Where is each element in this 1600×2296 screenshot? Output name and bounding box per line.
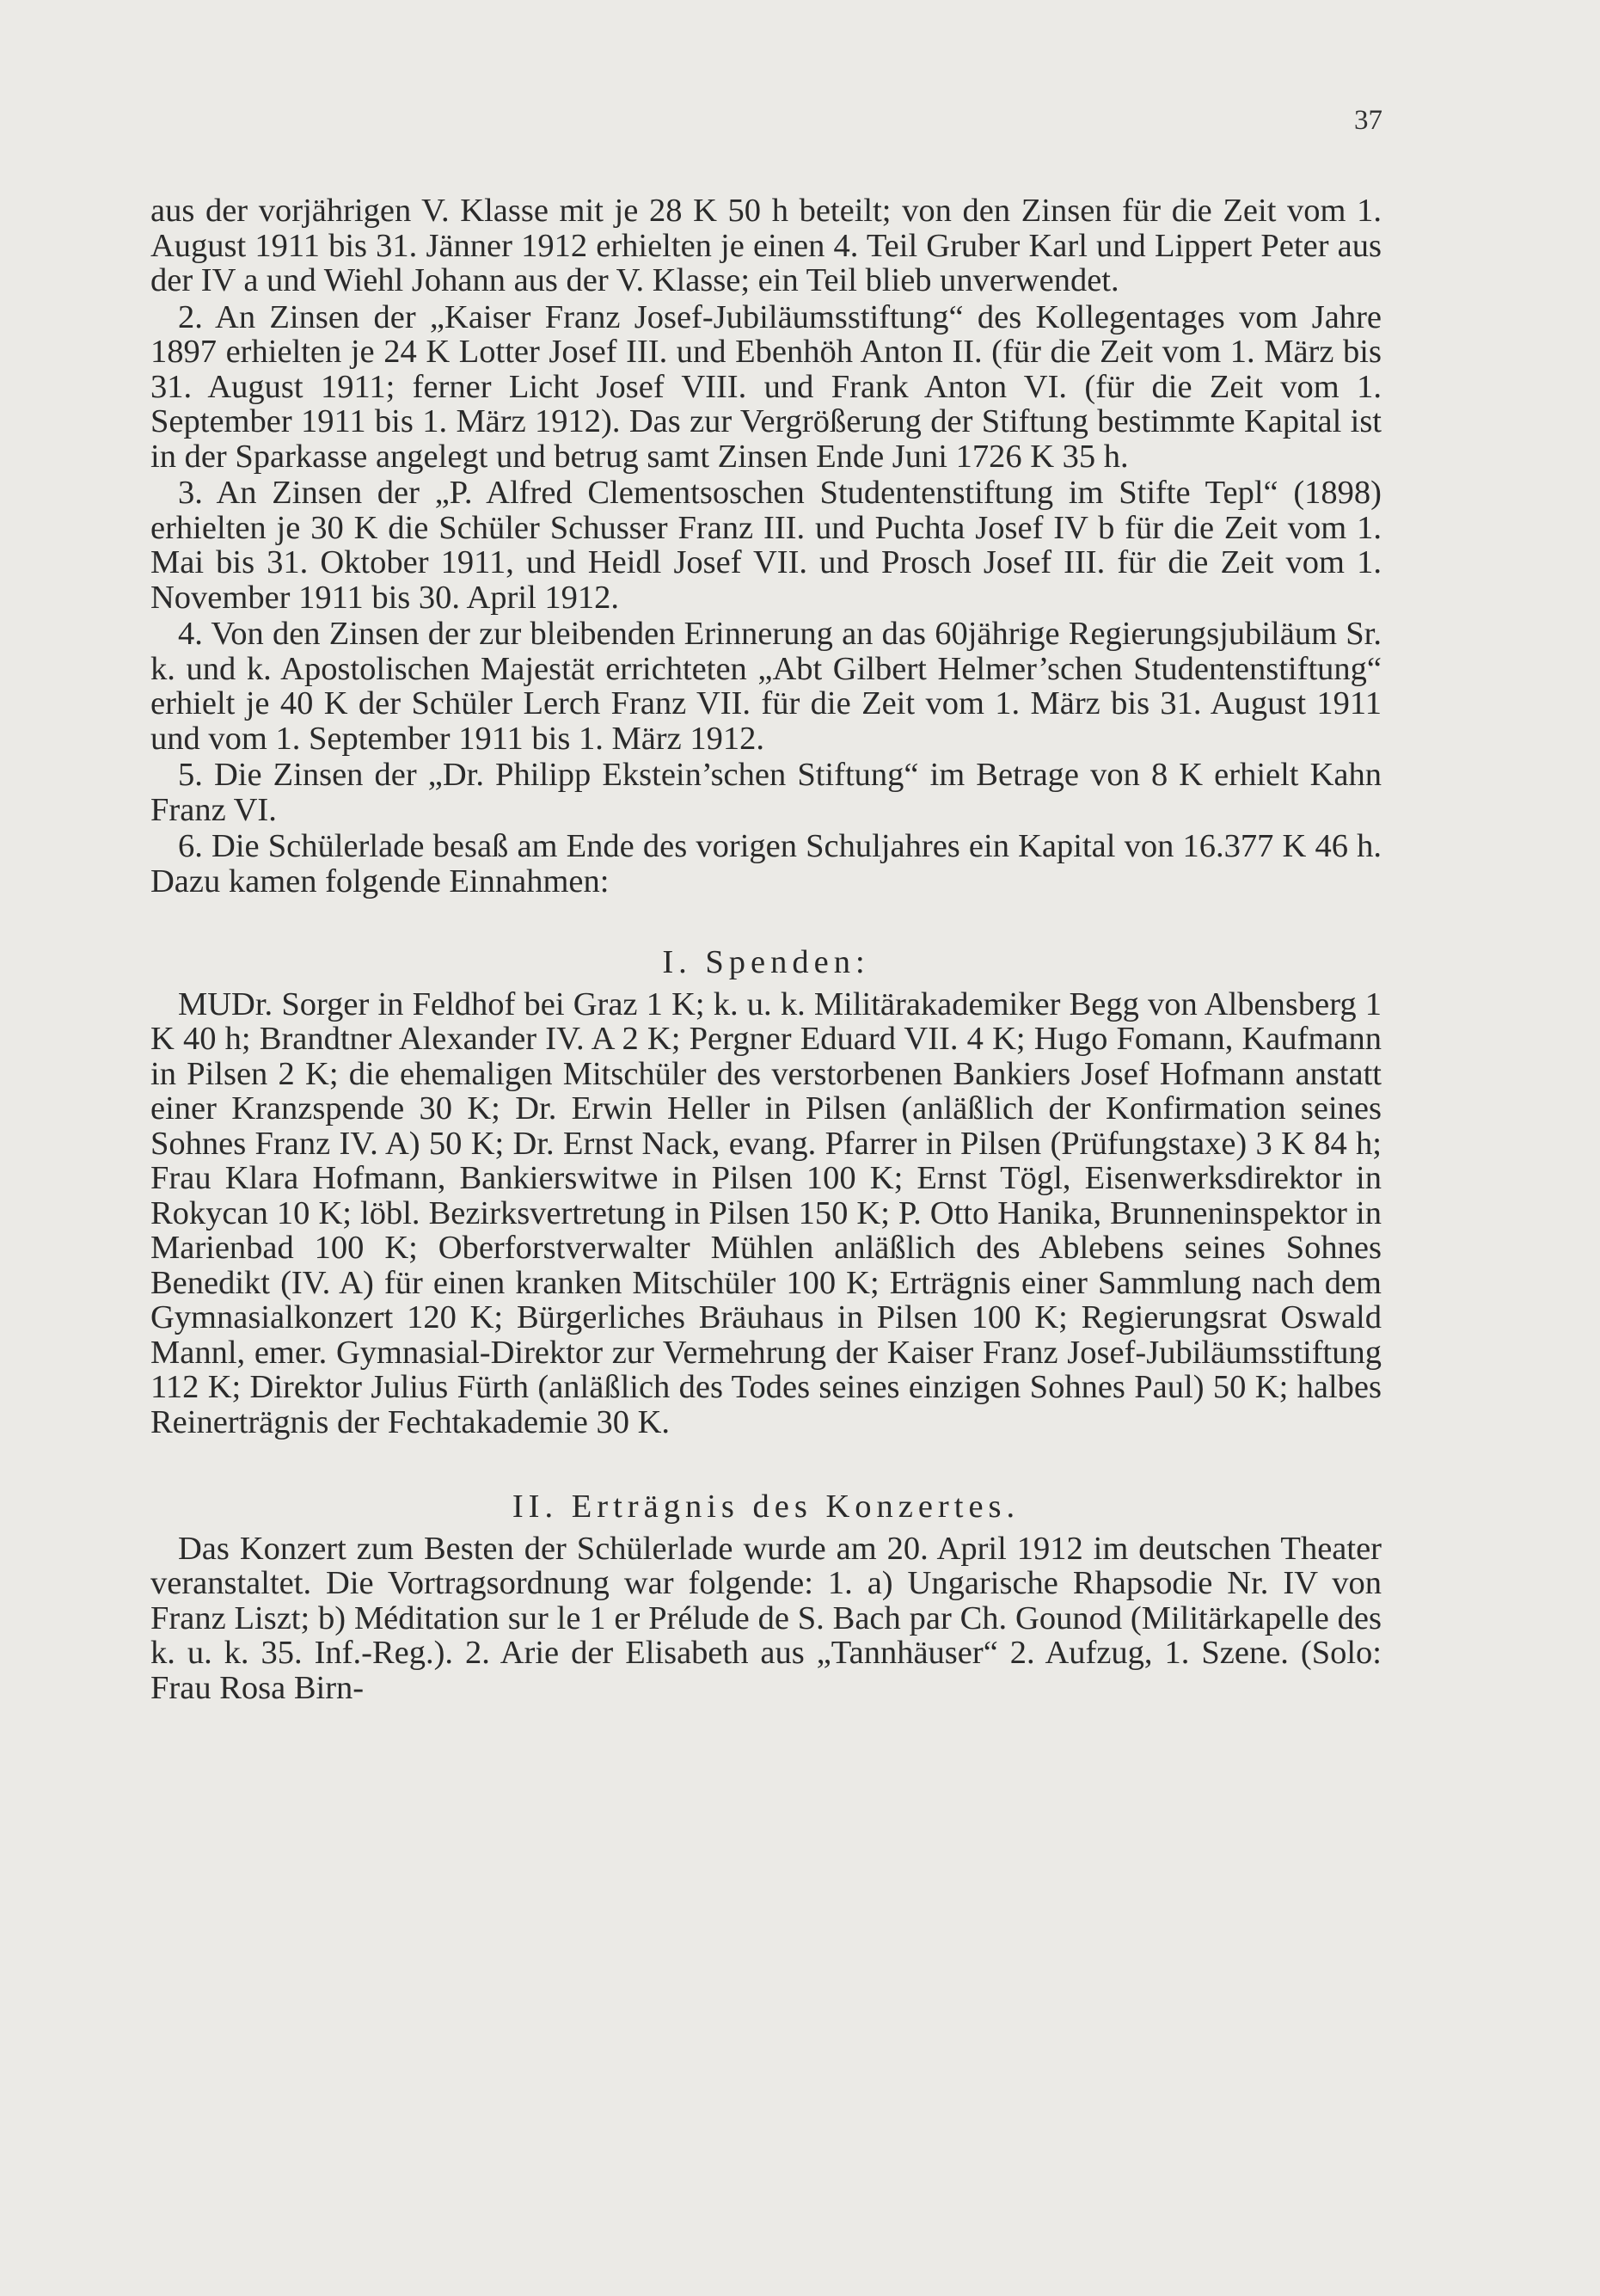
paragraph-spenden-list: MUDr. Sorger in Feldhof bei Graz 1 K; k. u. k. Militärakademiker Begg von Albensberg 1 K 40 h; Brandtner Alexander IV. A 2 K; Pergner Eduard VII. 4 K; Hugo Fomann, Kaufmann in Pilsen 2 K; die ehemaligen Mitschüler des verstorbenen Bankiers Josef Hofmann anstatt einer Kranzspende 30 K; Dr. Erwin Heller in Pilsen (anläßlich der Konfirmation seines Sohnes Franz IV. A) 50 K; Dr. Ernst Nack, evang. Pfarrer in Pilsen (Prüfungstaxe) 3 K 84 h; Frau Klara Hofmann, Bankierswitwe in Pilsen 100 K; Ernst Tögl, Eisenwerksdirektor in Rokycan 10 K; löbl. Bezirksvertretung in Pilsen 150 K; P. Otto Hanika, Brunneninspektor in Marienbad 100 K; Oberforstverwalter Mühlen anläßlich des Ablebens seines Sohnes Benedikt (IV. A) für einen kranken Mitschüler 100 K; Erträgnis einer Sammlung nach dem Gymnasialkonzert 120 K; Bürgerliches Bräuhaus in Pilsen 100 K; Regierungsrat Oswald Mannl, emer. Gymnasial-Direktor zur Vermehrung der Kaiser Franz Josef-Jubiläumsstiftung 112 K; Direktor Julius Fürth (anläßlich des Todes seines einzigen Sohnes Paul) 50 K; halbes Reinerträgnis der Fechtakademie 30 K. bbox=[150, 985, 1382, 1440]
paragraph-5-ekstein-stiftung: 5. Die Zinsen der „Dr. Philipp Ekstein’schen Stiftung“ im Betrage von 8 K erhielt Kahn Franz VI. bbox=[150, 757, 1382, 828]
paragraph-4-helmersche-stiftung: 4. Von den Zinsen der zur bleibenden Erinnerung an das 60jährige Regierungsjubiläum Sr. k. und k. Apostolischen Majestät errichteten „Abt Gilbert Helmer’schen Studentenstiftung“ erhielt je 40 K der Schüler Lerch Franz VII. für die Zeit vom 1. März bis 31. August 1911 und vom 1. September 1911 bis 1. März 1912. bbox=[150, 616, 1382, 757]
paragraph-3-clementsosche-stiftung: 3. An Zinsen der „P. Alfred Clementsoschen Studentenstiftung im Stifte Tepl“ (1898) erhielten je 30 K die Schüler Schusser Franz III. und Puchta Josef IV b für die Zeit vom 1. Mai bis 31. Oktober 1911, und Heidl Josef VII. und Prosch Josef III. für die Zeit vom 1. November 1911 bis 30. April 1912. bbox=[150, 475, 1382, 616]
document-body bbox=[150, 193, 1382, 1707]
section-heading-spenden: I. Spenden: bbox=[662, 944, 870, 980]
paragraph-continuation: aus der vorjährigen V. Klasse mit je 28 K 50 h beteilt; von den Zinsen für die Zeit vom 1. August 1911 bis 31. Jänner 1912 erhielten je einen 4. Teil Gruber Karl und Lippert Peter aus der IV a und Wiehl Johann aus der V. Klasse; ein Teil blieb unverwendet. bbox=[150, 193, 1382, 298]
page-number: 37 bbox=[1354, 105, 1382, 136]
paragraph-konzert: Das Konzert zum Besten der Schülerlade wurde am 20. April 1912 im deutschen Theater veranstaltet. Die Vortragsordnung war folgende: 1. a) Ungarische Rhapsodie Nr. IV von Franz Liszt; b) Méditation sur le 1 er Prélude de S. Bach par Ch. Gounod (Militärkapelle des k. u. k. 35. Inf.-Reg.). 2. Arie der Elisabeth aus „Tannhäuser“ 2. Aufzug, 1. Szene. (Solo: Frau Rosa Birn- bbox=[150, 1530, 1382, 1706]
section-heading-konzert: II. Erträgnis des Konzertes. bbox=[512, 1489, 1021, 1525]
paragraph-2-kaiser-franz-josef-stiftung: 2. An Zinsen der „Kaiser Franz Josef-Jubiläumsstiftung“ des Kollegentages vom Jahre 1897 erhielten je 24 K Lotter Josef III. und Ebenhöh Anton II. (für die Zeit vom 1. März bis 31. August 1911; ferner Licht Josef VIII. und Frank Anton VI. (für die Zeit vom 1. September 1911 bis 1. März 1912). Das zur Vergrößerung der Stiftung bestimmte Kapital ist in der Sparkasse angelegt und betrug samt Zinsen Ende Juni 1726 K 35 h. bbox=[150, 298, 1382, 475]
paragraph-6-schuelerlade: 6. Die Schülerlade besaß am Ende des vorigen Schuljahres ein Kapital von 16.377 K 46 h. Dazu kamen folgende Einnahmen: bbox=[150, 828, 1382, 899]
